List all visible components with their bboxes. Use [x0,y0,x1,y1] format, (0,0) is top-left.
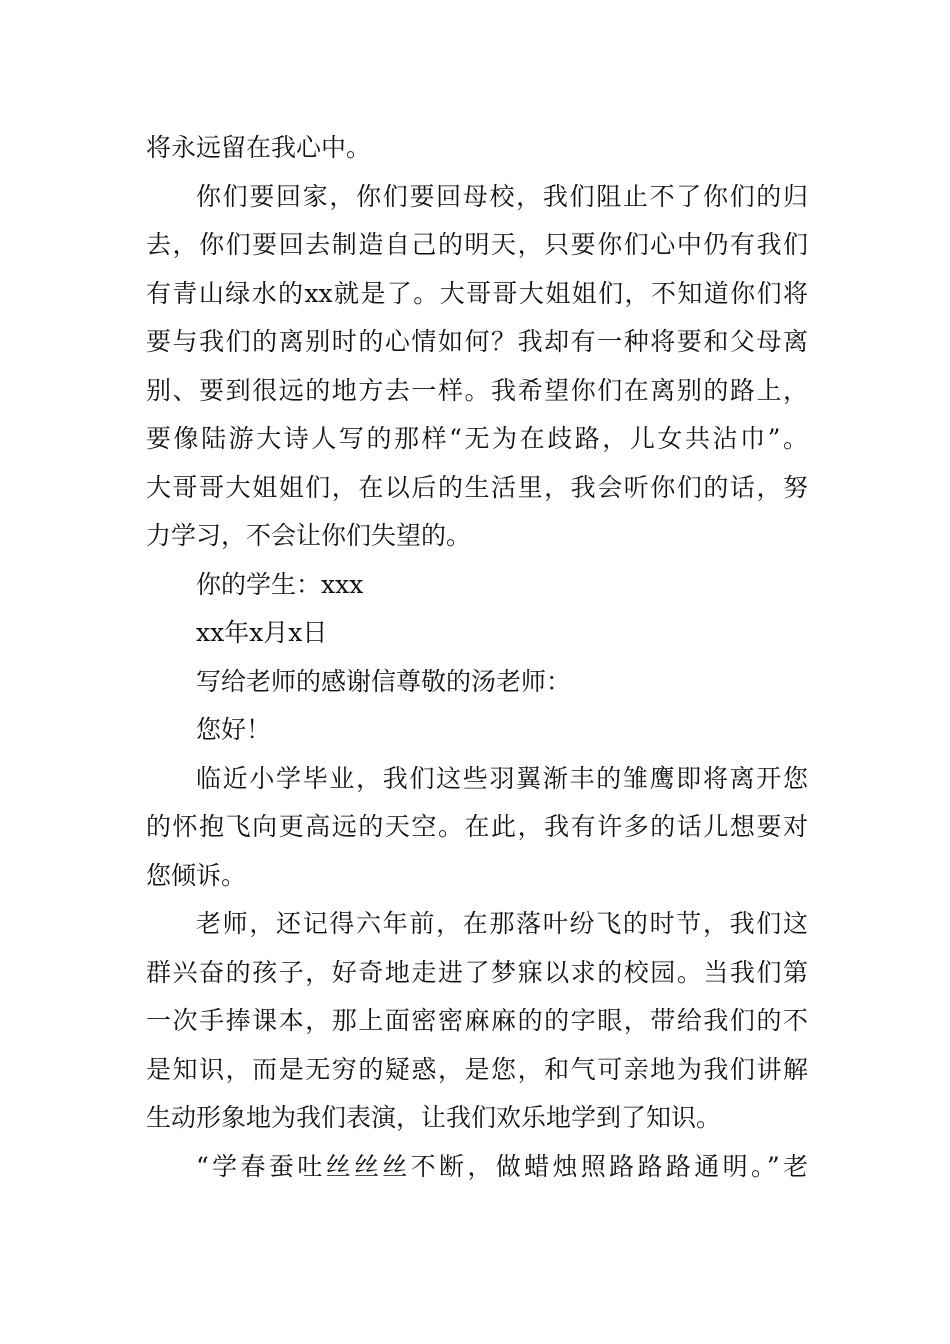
text-line: 力学习，不会让你们失望的。 [146,521,472,550]
date-line: xx年x月x日 [196,618,328,647]
text-line: 大哥哥大姐姐们，在以后的生活里，我会听你们的话，努 [146,472,808,502]
text-line: 是知识，而是无穷的疑惑，是您，和气可亲地为我们讲解 [146,1054,808,1084]
greeting: 您好！ [196,715,272,744]
text-line: 要像陆游大诗人写的那样“无为在歧路，儿女共沾巾”。 [146,424,808,453]
text-line: 生动形象地为我们表演，让我们欢乐地学到了知识。 [146,1103,722,1132]
text-line: 临近小学毕业，我们这些羽翼渐丰的雏鹰即将离开您 [196,763,808,793]
text-line: 将永远留在我心中。 [146,133,372,162]
text-line: “学春蚕吐丝丝丝不断，做蜡烛照路路路通明。”老 [196,1151,808,1181]
text-line: 老师，还记得六年前，在那落叶纷飞的时节，我们这 [196,909,808,938]
text-line: 别、要到很远的地方去一样。我希望你们在离别的路上， [146,375,808,405]
text-line: 要与我们的离别时的心情如何？我却有一种将要和父母离 [146,327,808,356]
letter-title: 写给老师的感谢信尊敬的汤老师： [196,666,572,696]
text-line: 你们要回家，你们要回母校，我们阻止不了你们的归 [196,181,808,211]
text-line: 您倾诉。 [146,860,247,890]
text-line: 的怀抱飞向更高远的天空。在此，我有许多的话儿想要对 [146,812,808,841]
signature-line: 你的学生：xxx [196,569,364,599]
text-line: 去，你们要回去制造自己的明天，只要你们心中仍有我们 [146,230,808,259]
text-line: 一次手捧课本，那上面密密麻麻的的字眼，带给我们的不 [146,1006,808,1035]
text-line: 有青山绿水的xx就是了。大哥哥大姐姐们，不知道你们将 [146,278,808,308]
letter-body [146,124,808,1191]
text-line: 群兴奋的孩子，好奇地走进了梦寐以求的校园。当我们第 [146,957,808,987]
